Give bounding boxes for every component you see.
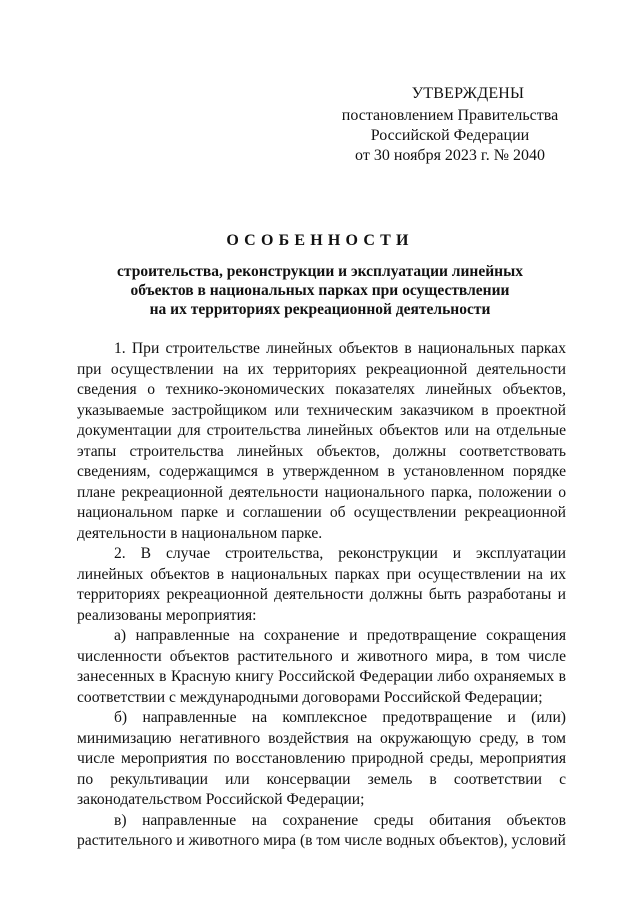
approval-stamp (330, 84, 570, 166)
subtitle-line-1: строительства, реконструкции и эксплуатации линейных (117, 263, 523, 280)
paragraph-2: 2. В случае строительства, реконструкции и эксплуатации линейных объектов в национальных парках при осуществлении на их территориях рекреационной деятельности должны быть разработаны и реализованы мероприятия: (77, 545, 566, 624)
paragraph-2b: б) направленные на комплексное предотвращение и (или) минимизацию негативного воздействия на окружающую среду, в том числе мероприятия по восстановлению природной среды, мероприятия по рекультивации или консервации земель в соответствии с законодательством Российской Федерации; (77, 709, 566, 808)
paragraph-1: 1. При строительстве линейных объектов в национальных парках при осуществлении на их территориях рекреационной деятельности сведения о технико-экономических показателях линейных объектов, указываемые застройщиком или техническим заказчиком в проектной документации для строительства линейных объектов или на отдельные этапы строительства линейных объектов, должны соответствовать сведениям, содержащимся в утвержденном в установленном порядке плане рекреационной деятельности национального парка, положении о национальном парке и соглашении об осуществлении рекреационной деятельности в национальном парке. (77, 340, 566, 542)
document-subtitle (70, 262, 570, 319)
approval-heading: УТВЕРЖДЕНЫ (411, 85, 525, 102)
approval-line-3: от 30 ноября 2023 г. № 2040 (355, 147, 545, 164)
approval-line-2: Российской Федерации (370, 127, 530, 144)
document-body (77, 339, 566, 852)
paragraph-2a: а) направленные на сохранение и предотвращение сокращения численности объектов растительного и животного мира, в том числе занесенных в Красную книгу Российской Федерации либо охраняемых в соответствии с международными договорами Российской Федерации; (77, 627, 566, 706)
subtitle-line-3: на их территориях рекреационной деятельности (149, 301, 491, 318)
document-title: ОСОБЕННОСТИ (226, 232, 414, 249)
approval-line-1: постановлением Правительства (341, 107, 559, 124)
paragraph-2c: в) направленные на сохранение среды обитания объектов растительного и животного мира (в том числе водных объектов), условий (77, 811, 566, 849)
subtitle-line-2: объектов в национальных парках при осуществлении (130, 282, 510, 299)
